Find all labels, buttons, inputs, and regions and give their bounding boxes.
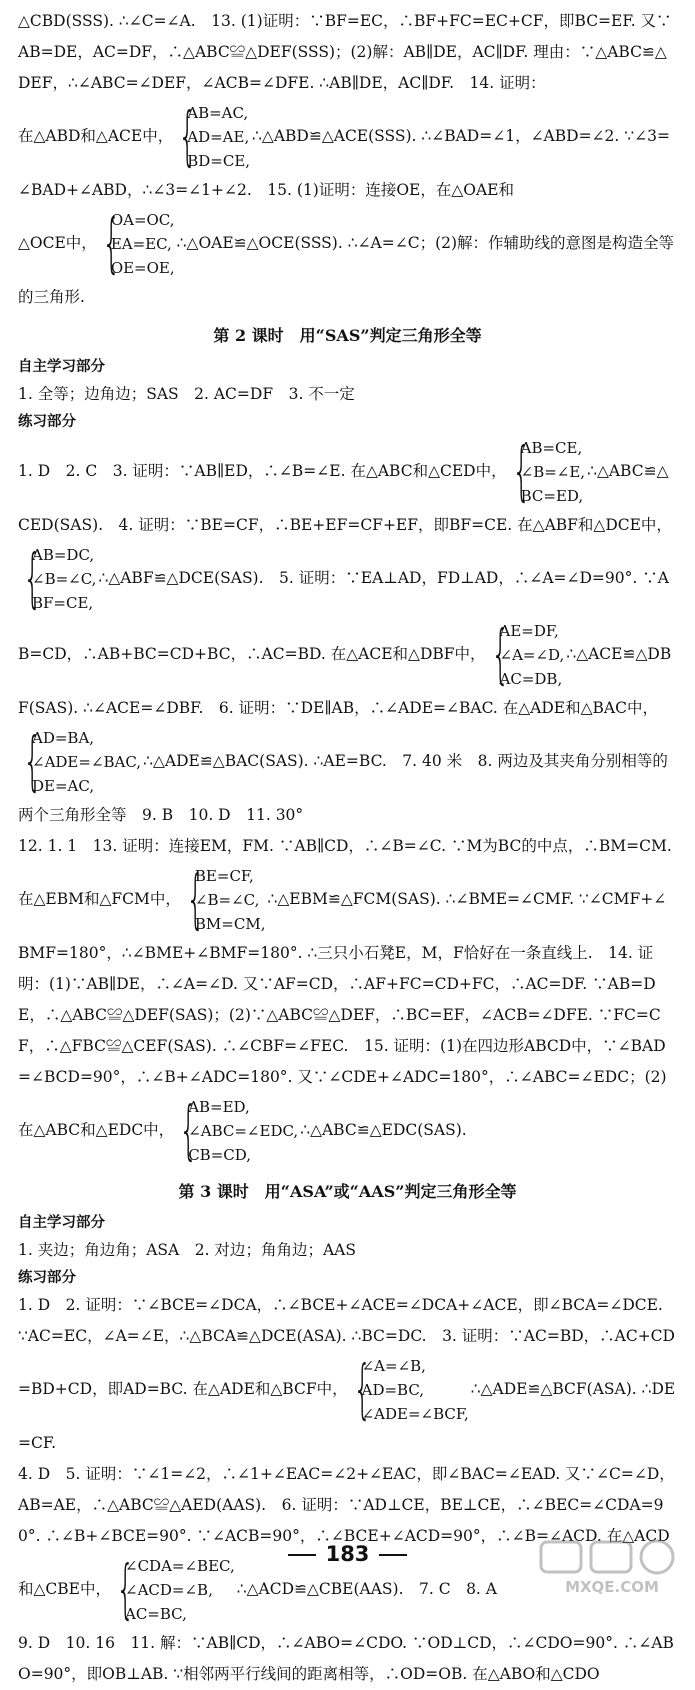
text: ∴△ABF≌△DCE(SAS). 5. 证明：∵EA⊥AD，FD⊥AD，∴∠A=∠D=90°. ∵AB=CD，∴AB+BC=CD+BC，∴AC=BD. 在△ACE和△DBF中， — [18, 569, 669, 663]
subsection-label: 练习部分 — [18, 414, 76, 430]
text: 12. 1. 1 13. 证明：连接EM，FM. ∵AB∥CD，∴∠B=∠C. ∵M为BC的中点，∴BM=CM. 在△EBM和△FCM中， — [18, 837, 672, 908]
equation-system — [20, 543, 96, 615]
section-heading: 第 2 课时 用“SAS”判定三角形全等 — [213, 326, 482, 345]
text: 在△ABD和△ACE中， — [18, 127, 174, 145]
brace: { — [102, 207, 121, 281]
condition: BM=CM, — [194, 915, 266, 933]
condition: EA=EC, — [110, 235, 172, 253]
text: ∴△OAE≌△OCE(SSS). ∴∠A=∠C；(2)解：作辅助线的意图是构造全等的三角形. — [18, 234, 675, 306]
condition: ∠A=∠D, — [499, 646, 565, 664]
condition: OE=OE, — [110, 259, 175, 277]
condition: BC=ED, — [520, 487, 584, 505]
text: △CBD(SSS). ∴∠C=∠A. 13. (1)证明：∵BF=EC，∴BF+FC=EC+CF，即BC=EF. 又∵AB=DE，AC=DF，∴△ABC≌△DEF(SSS)；(2)解：AB∥DE，AC∥DF. 理由：∵△ABC≌△DEF，∴∠ABC=∠DEF，∠ACB=∠DFE. ∴AB∥DE，AC∥DF. 14. 证明： — [18, 12, 672, 92]
brace: { — [116, 1553, 135, 1627]
subsection-label: 自主学习部分 — [18, 1215, 105, 1231]
paragraph — [18, 434, 677, 831]
equation-system — [99, 208, 175, 280]
condition: ∠A=∠B, — [361, 1357, 426, 1375]
text: ∴△EBM≌△FCM(SAS). ∴∠BME=∠CMF. ∵∠CMF+∠BMF=180°，∴∠BME+∠BMF=180°. ∴三只小石凳E，M，F恰好在一条直线上. 14. 证明：(1)∵AB∥DE，∴∠A=∠D. 又∵AF=CD，∴AF+FC=CD+FC，∴AC=DF. ∵AB=DE，∴△ABC≌△DEF(SAS)；(2)∵△ABC≌△DEF，∴BC=EF，∠ACB=∠DFE. ∵FC=CF，∴△FBC≌△CEF(SAS). ∴∠CBF=∠FEC. 15. 证明：(1)在四边形ABCD中，∵∠BAD=∠BCD=90°，∴∠B+∠ADC=180°. 又∵∠CDE+∠ADC=180°，∴∠ABC=∠EDC；(2)在△ABC和△EDC中， — [18, 890, 667, 1139]
equation-system — [509, 436, 585, 508]
watermark-text: MXQE.COM — [565, 1578, 659, 1596]
paragraph: 1. 夹边；角边角；ASA 2. 对边；角角边；AAS — [18, 1241, 356, 1259]
brace: { — [186, 863, 205, 937]
paragraph — [18, 206, 677, 313]
condition: BE=CF, — [194, 867, 254, 885]
paragraph — [18, 831, 677, 1169]
equation-system — [176, 1095, 298, 1167]
condition: AD=AE, — [187, 128, 250, 146]
equation-system — [488, 619, 565, 691]
condition: AC=BC, — [125, 1605, 187, 1623]
text: 1. D 2. 证明：∵∠BCE=∠DCA，∴∠BCE+∠ACE=∠DCA+∠ACE，即∠BCA=∠DCE. ∵AC=EC，∠A=∠E，∴△BCA≌△DCE(ASA). ∴BC=DC. 3. 证明：∵AC=BD，∴AC+CD=BD+CD，即AD=BC. 在△ADE和△BCF中， — [18, 1296, 675, 1398]
watermark-logo-icon — [537, 1538, 687, 1596]
equation-system — [183, 864, 266, 936]
brace: { — [352, 1353, 372, 1427]
brace: { — [179, 1094, 198, 1168]
dash-left — [288, 1554, 316, 1556]
section-heading: 第 3 课时 用“ASA”或“AAS”判定三角形全等 — [178, 1182, 517, 1201]
brace: { — [178, 100, 197, 174]
dash-right — [379, 1554, 407, 1556]
text: ∴△ADE≌△BCF(ASA). ∴DE=CF. — [18, 1380, 676, 1452]
condition: AD=BC, — [361, 1381, 425, 1399]
condition: BD=CE, — [187, 152, 251, 170]
condition: AC=DB, — [499, 670, 563, 688]
subsection-label: 自主学习部分 — [18, 359, 105, 375]
paragraph: 1. 全等；边角边；SAS 2. AC=DF 3. 不一定 — [18, 385, 355, 403]
text: ∴△ABC≌△CED(SAS). 4. 证明：∵BE=CF，∴BE+EF=CF+EF，即BF=CE. 在△ABF和△DCE中， — [18, 462, 672, 534]
paragraph: 9. D 10. 16 11. 解：∵AB∥CD，∴∠ABO=∠CDO. ∵OD⊥CD，∴∠CDO=90°. ∴∠ABO=90°，即OB⊥AB. ∵相邻两平行线间的距离相等，∴OD=OB. 在△ABO和△CDO — [18, 1634, 674, 1683]
condition: AB=DC, — [32, 546, 95, 564]
condition: ∠ABC=∠EDC, — [188, 1122, 299, 1140]
condition: BF=CE, — [32, 594, 94, 612]
paragraph — [18, 6, 677, 99]
condition: OA=OC, — [110, 211, 175, 229]
brace: { — [23, 725, 42, 799]
text: △OCE中， — [18, 234, 97, 252]
brace: { — [511, 435, 531, 509]
text: ∴△ABC≌△EDC(SAS). — [300, 1121, 467, 1139]
condition: ∠B=∠C, — [32, 570, 97, 588]
condition: DE=AC, — [32, 777, 95, 795]
condition: AB=AC, — [187, 104, 249, 122]
condition: AD=BA, — [32, 729, 95, 747]
page-number-text: 183 — [325, 1542, 370, 1566]
brace: { — [490, 618, 510, 692]
condition: ∠ADE=∠BAC, — [32, 753, 142, 771]
subsection-label: 练习部分 — [18, 1270, 76, 1286]
paragraph — [18, 99, 677, 206]
text: ∴△ABD≌△ACE(SSS). ∴∠BAD=∠1，∠ABD=∠2. ∵∠3=∠BAD+∠ABD，∴∠3=∠1+∠2. 15. (1)证明：连接OE，在△OAE和 — [18, 127, 670, 199]
brace: { — [23, 542, 42, 616]
condition: ∠CDA=∠BEC, — [125, 1557, 235, 1575]
condition: ∠B=∠E, — [520, 463, 586, 481]
text: ∴△ACD≌△CBE(AAS). 7. C 8. A — [236, 1580, 497, 1598]
condition: CB=CD, — [188, 1146, 251, 1164]
condition: AB=ED, — [188, 1098, 250, 1116]
equation-system — [175, 101, 250, 173]
text: 4. D 5. 证明：∵∠1=∠2，∴∠1+∠EAC=∠2+∠EAC，即∠BAC=∠EAD. 又∵∠C=∠D，AB=AE，∴△ABC≌△AED(AAS). 6. 证明：∵AD⊥CE，BE⊥CE，∴∠BEC=∠CDA=90°. ∴∠B+∠BCE=90°. ∵∠ACB=90°，∴∠BCE+∠ACD=90°，∴∠B=∠ACD. 在△ACD和△CBE中， — [18, 1465, 675, 1598]
condition: ∠B=∠C, — [194, 891, 260, 909]
condition: ∠ACD=∠B, — [125, 1581, 213, 1599]
text: 1. D 2. C 3. 证明：∵AB∥ED，∴∠B=∠E. 在△ABC和△CED中， — [18, 462, 507, 480]
equation-system — [350, 1354, 469, 1426]
condition: AB=CE, — [520, 439, 583, 457]
equation-system — [20, 726, 141, 798]
condition: AE=DF, — [499, 622, 559, 640]
condition: ∠ADE=∠BCF, — [361, 1405, 469, 1423]
text: ∴△ACE≌△DBF(SAS). ∴∠ACE=∠DBF. 6. 证明：∵DE∥AB，∴∠ADE=∠BAC. 在△ADE和△BAC中， — [18, 645, 672, 717]
paragraph — [18, 1290, 677, 1459]
text: ∴△ADE≌△BAC(SAS). ∴AE=BC. 7. 40 米 8. 两边及其夹角分别相等的两个三角形全等 9. B 10. D 11. 30° — [18, 752, 668, 824]
